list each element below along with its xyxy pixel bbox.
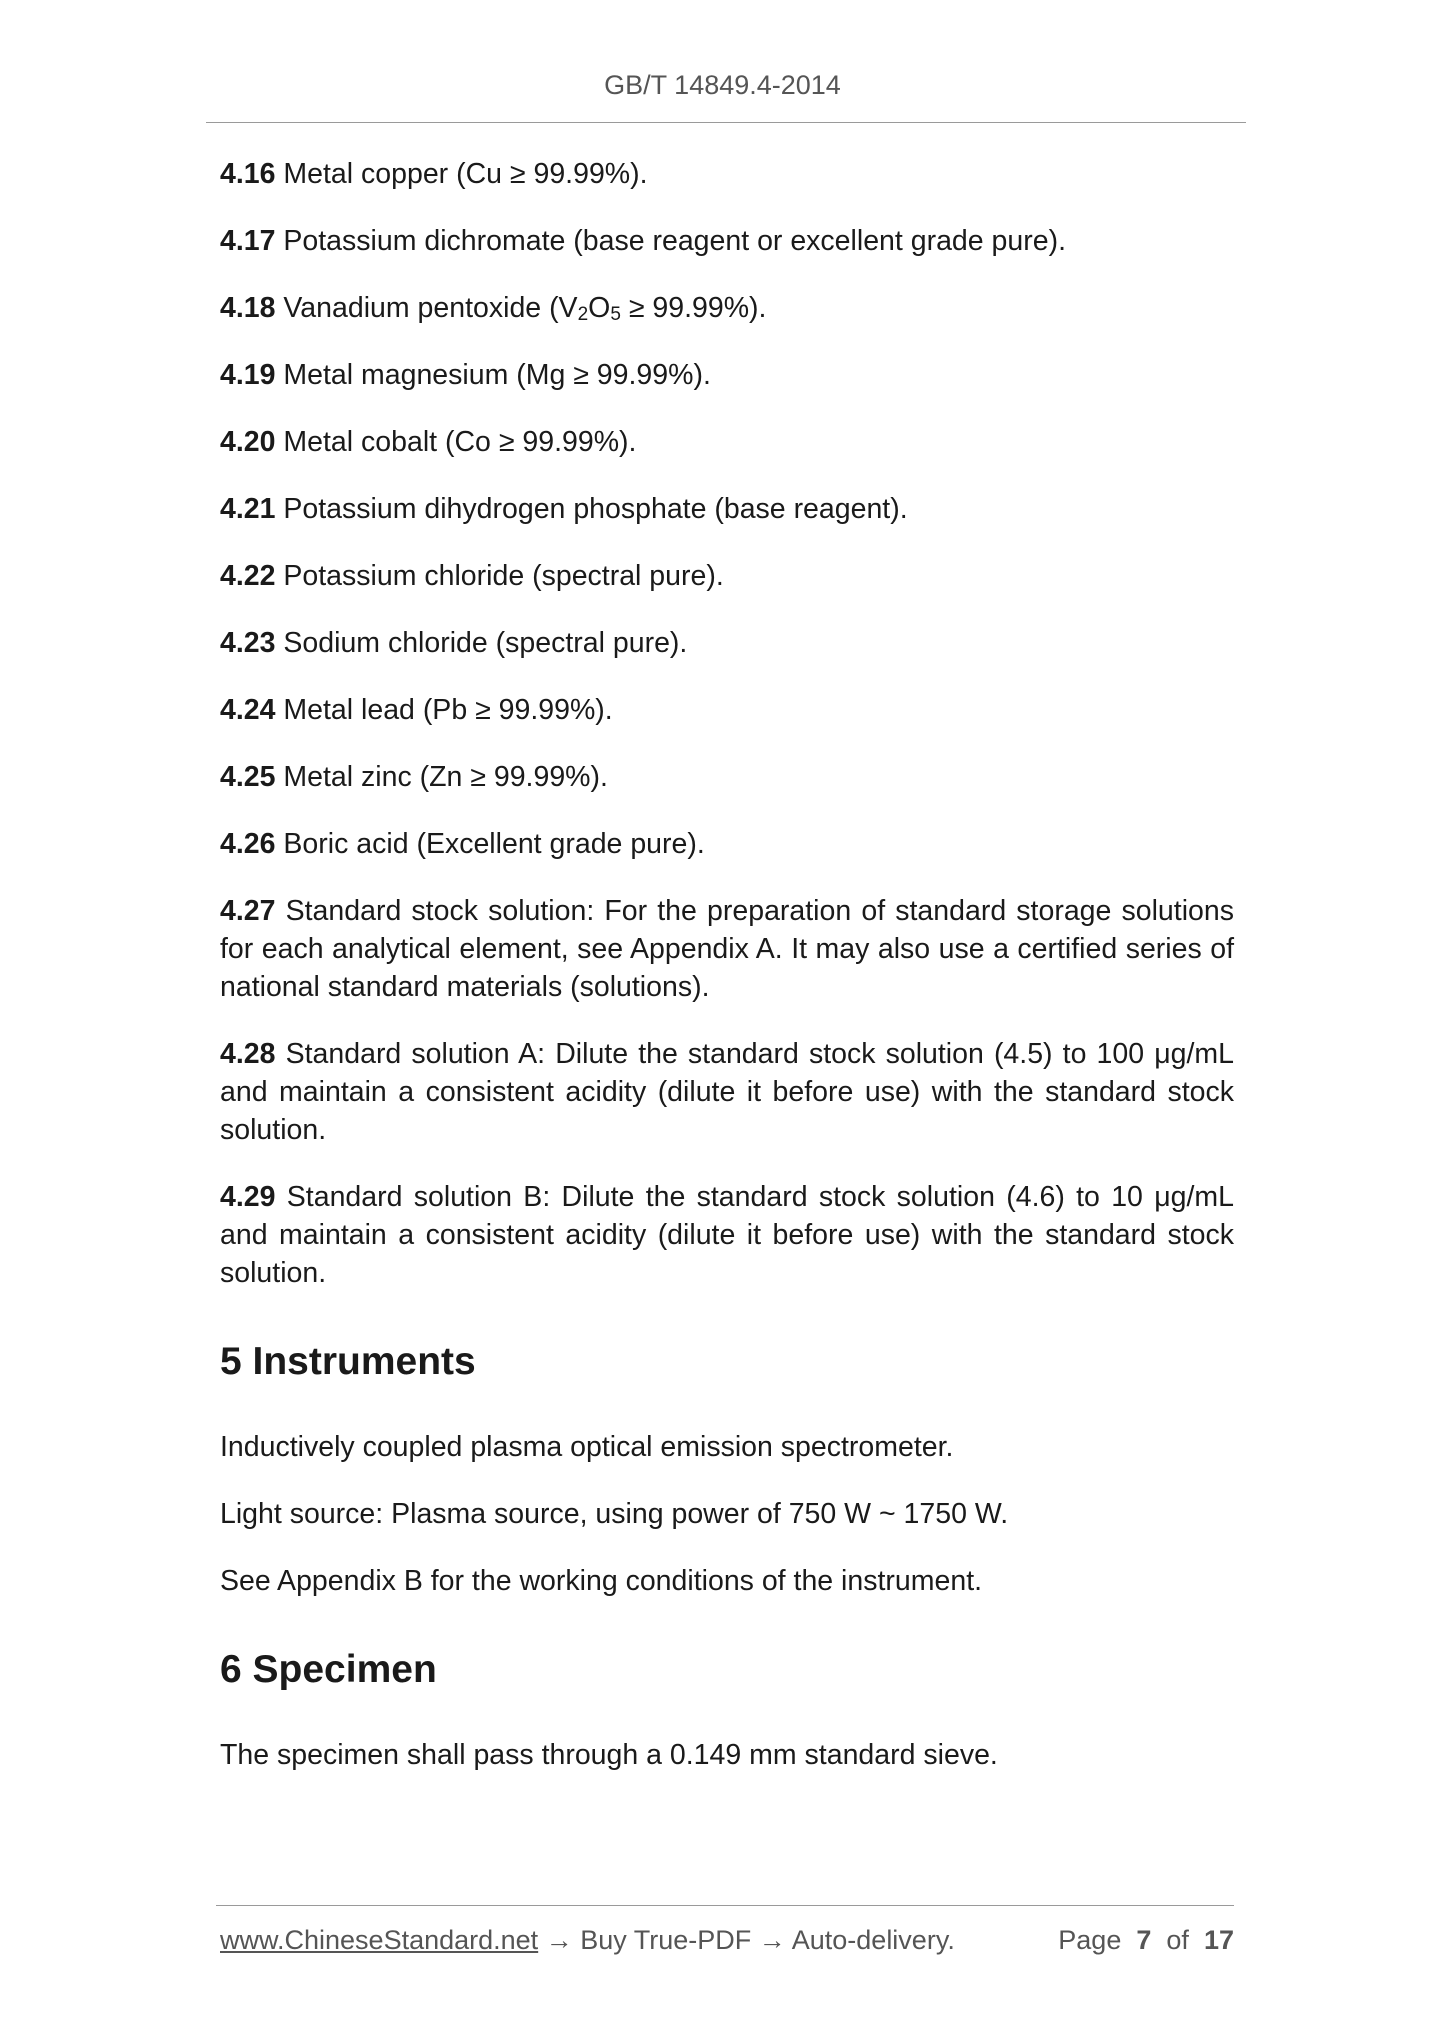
instruments-paragraph: See Appendix B for the working conditions of the instrument.	[220, 1565, 983, 1597]
clause-text: Metal cobalt (Co ≥ 99.99%).	[283, 426, 637, 458]
clause-text: Metal magnesium (Mg ≥ 99.99%).	[283, 359, 711, 391]
footer-divider	[216, 1905, 1234, 1906]
clause-4-22	[220, 557, 1234, 595]
document-body	[220, 155, 1234, 1803]
clause-number: 4.16	[220, 158, 276, 190]
header-divider	[206, 122, 1246, 123]
standard-code-header: GB/T 14849.4-2014	[604, 70, 841, 100]
clause-number: 4.24	[220, 694, 276, 726]
clause-4-17	[220, 222, 1234, 260]
clause-number: 4.29	[220, 1181, 276, 1213]
clause-number: 4.28	[220, 1038, 276, 1070]
clause-text: Standard solution A: Dilute the standard stock solution (4.5) to 100 μg/mL and maintain a consistent acidity (dilute it before use) with the standard stock solution.	[220, 1038, 1234, 1146]
clause-4-24	[220, 691, 1234, 729]
clause-number: 4.23	[220, 627, 276, 659]
total-pages: 17	[1203, 1925, 1234, 1955]
clause-number: 4.25	[220, 761, 276, 793]
clause-number: 4.19	[220, 359, 276, 391]
clause-text: Potassium dihydrogen phosphate (base reagent).	[283, 493, 908, 525]
clause-text: Potassium chloride (spectral pure).	[283, 560, 724, 592]
subscript-5: 5	[610, 304, 621, 325]
clause-number: 4.26	[220, 828, 276, 860]
clause-number: 4.20	[220, 426, 276, 458]
of-label: of	[1166, 1925, 1189, 1955]
clause-4-28	[220, 1035, 1234, 1149]
clause-text: Sodium chloride (spectral pure).	[283, 627, 688, 659]
subscript-2: 2	[577, 304, 589, 325]
clause-text-mid: O	[588, 292, 611, 324]
clause-text: Standard stock solution: For the preparation of standard storage solutions for each analytical element, see Appendix A. It may also use a certified series of national standard materials (solutions).	[220, 895, 1234, 1003]
website-link[interactable]: www.ChineseStandard.net	[220, 1925, 539, 1955]
clause-4-19	[220, 356, 1234, 394]
clause-text: Standard solution B: Dilute the standard stock solution (4.6) to 10 μg/mL and maintain a consistent acidity (dilute it before use) with the standard stock solution.	[220, 1181, 1234, 1289]
clause-number: 4.27	[220, 895, 276, 927]
clause-text: Metal lead (Pb ≥ 99.99%).	[283, 694, 613, 726]
instruments-paragraph: Light source: Plasma source, using power of 750 W ~ 1750 W.	[220, 1498, 1009, 1530]
specimen-paragraph: The specimen shall pass through a 0.149 mm standard sieve.	[220, 1739, 998, 1771]
clause-4-29	[220, 1178, 1234, 1292]
clause-text-pre: Vanadium pentoxide (V	[283, 292, 578, 324]
clause-text: Boric acid (Excellent grade pure).	[283, 828, 705, 860]
clause-4-16	[220, 155, 1234, 193]
footer-promo-text: → Buy True-PDF → Auto-delivery.	[538, 1925, 955, 1955]
clause-4-21	[220, 490, 1234, 528]
clause-4-20	[220, 423, 1234, 461]
page-label: Page	[1058, 1925, 1122, 1955]
footer-promo	[220, 1925, 955, 1956]
clause-number: 4.18	[220, 292, 276, 324]
instruments-paragraph: Inductively coupled plasma optical emission spectrometer.	[220, 1431, 954, 1463]
clause-4-25	[220, 758, 1234, 796]
clause-4-27	[220, 892, 1234, 1006]
current-page-number: 7	[1136, 1925, 1152, 1955]
clause-4-23	[220, 624, 1234, 662]
clause-4-18	[220, 289, 1234, 327]
clause-number: 4.17	[220, 225, 276, 257]
clause-4-26	[220, 825, 1234, 863]
clause-number: 4.21	[220, 493, 276, 525]
page-indicator	[1058, 1925, 1234, 1956]
clause-text-post: ≥ 99.99%).	[620, 292, 767, 324]
clause-text: Metal copper (Cu ≥ 99.99%).	[283, 158, 648, 190]
clause-text: Potassium dichromate (base reagent or excellent grade pure).	[283, 225, 1066, 257]
section-heading-instruments: 5 Instruments	[220, 1340, 476, 1383]
clause-number: 4.22	[220, 560, 276, 592]
section-heading-specimen: 6 Specimen	[220, 1648, 437, 1691]
clause-text: Metal zinc (Zn ≥ 99.99%).	[283, 761, 608, 793]
